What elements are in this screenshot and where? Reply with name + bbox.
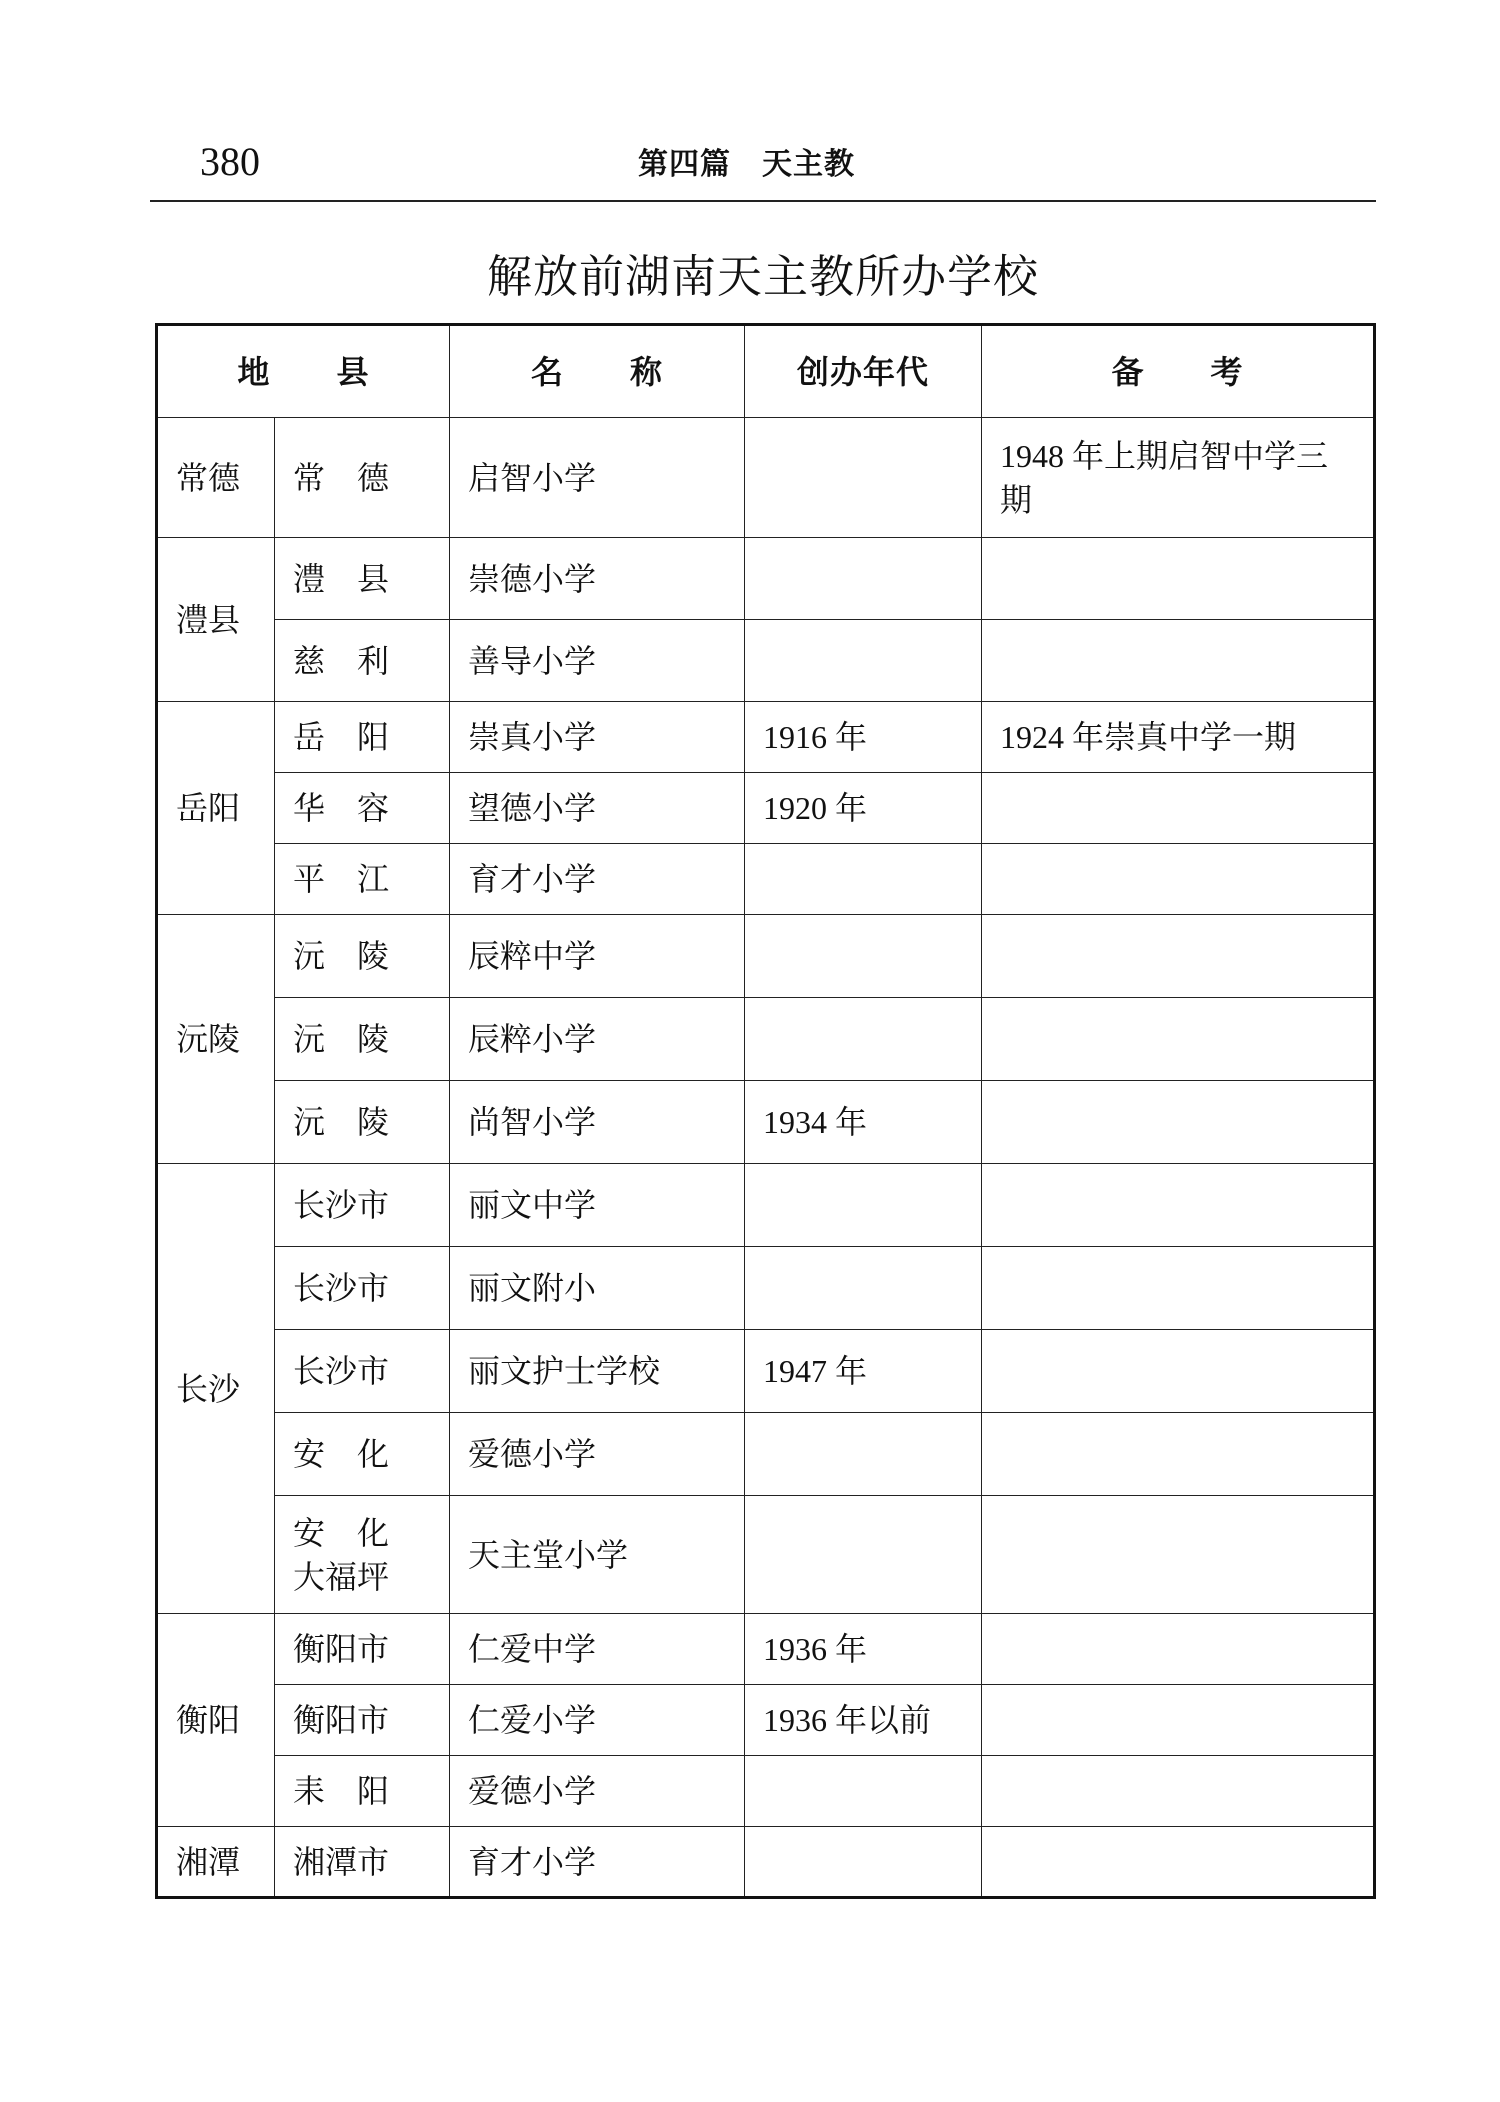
note-cell bbox=[982, 1496, 1375, 1614]
county-line: 安 化 bbox=[293, 1513, 390, 1552]
school-name-cell: 辰粹小学 bbox=[450, 998, 745, 1081]
table-row bbox=[157, 1247, 1375, 1330]
county-cell: 衡阳市 bbox=[275, 1685, 450, 1756]
school-name-cell: 仁爱小学 bbox=[450, 1685, 745, 1756]
school-name-cell: 启智小学 bbox=[450, 418, 745, 538]
county-cell: 长沙市 bbox=[275, 1164, 450, 1247]
table-row bbox=[157, 1413, 1375, 1496]
column-header-note: 备 考 bbox=[982, 325, 1375, 418]
county-cell: 常 德 bbox=[275, 418, 450, 538]
table-row bbox=[157, 1614, 1375, 1685]
running-head: 第四篇 天主教 bbox=[638, 147, 855, 182]
note-cell bbox=[982, 1413, 1375, 1496]
region-cell: 岳阳 bbox=[157, 702, 275, 915]
founded-year-cell: 1936 年以前 bbox=[745, 1685, 982, 1756]
region-cell: 长沙 bbox=[157, 1164, 275, 1614]
county-cell: 长沙市 bbox=[275, 1247, 450, 1330]
school-name-cell: 丽文附小 bbox=[450, 1247, 745, 1330]
page-number: 380 bbox=[200, 139, 260, 184]
county-cell: 湘潭市 bbox=[275, 1827, 450, 1898]
school-name-cell: 天主堂小学 bbox=[450, 1496, 745, 1614]
note-cell bbox=[982, 773, 1375, 844]
table-row bbox=[157, 418, 1375, 538]
founded-year-cell bbox=[745, 1164, 982, 1247]
column-header-year: 创办年代 bbox=[745, 325, 982, 418]
note-cell bbox=[982, 1685, 1375, 1756]
school-name-cell: 丽文中学 bbox=[450, 1164, 745, 1247]
founded-year-cell: 1916 年 bbox=[745, 702, 982, 773]
school-name-cell: 望德小学 bbox=[450, 773, 745, 844]
note-cell bbox=[982, 620, 1375, 702]
note-cell bbox=[982, 1330, 1375, 1413]
note-cell bbox=[982, 1164, 1375, 1247]
note-cell bbox=[982, 844, 1375, 915]
note-cell bbox=[982, 538, 1375, 620]
founded-year-cell bbox=[745, 538, 982, 620]
note-cell bbox=[982, 1827, 1375, 1898]
note-cell bbox=[982, 1081, 1375, 1164]
schools-table bbox=[155, 323, 1376, 1899]
founded-year-cell: 1947 年 bbox=[745, 1330, 982, 1413]
table-row bbox=[157, 620, 1375, 702]
county-cell: 长沙市 bbox=[275, 1330, 450, 1413]
table-row bbox=[157, 844, 1375, 915]
note-cell bbox=[982, 915, 1375, 998]
column-header-name: 名 称 bbox=[450, 325, 745, 418]
table-row bbox=[157, 915, 1375, 998]
county-line: 大福坪 bbox=[293, 1557, 390, 1596]
table-row bbox=[157, 538, 1375, 620]
founded-year-cell: 1920 年 bbox=[745, 773, 982, 844]
county-cell: 平 江 bbox=[275, 844, 450, 915]
column-header-region-county: 地 县 bbox=[157, 325, 450, 418]
school-name-cell: 丽文护士学校 bbox=[450, 1330, 745, 1413]
founded-year-cell bbox=[745, 1413, 982, 1496]
region-cell: 澧县 bbox=[157, 538, 275, 702]
table-title: 解放前湖南天主教所办学校 bbox=[486, 250, 1039, 303]
founded-year-cell bbox=[745, 1247, 982, 1330]
note-cell bbox=[982, 998, 1375, 1081]
table-row bbox=[157, 998, 1375, 1081]
region-cell: 沅陵 bbox=[157, 915, 275, 1164]
founded-year-cell: 1936 年 bbox=[745, 1614, 982, 1685]
region-cell: 湘潭 bbox=[157, 1827, 275, 1898]
founded-year-cell: 1934 年 bbox=[745, 1081, 982, 1164]
county-cell: 澧 县 bbox=[275, 538, 450, 620]
county-cell: 沅 陵 bbox=[275, 915, 450, 998]
school-name-cell: 爱德小学 bbox=[450, 1413, 745, 1496]
school-name-cell: 爱德小学 bbox=[450, 1756, 745, 1827]
founded-year-cell bbox=[745, 620, 982, 702]
county-cell: 安 化 bbox=[275, 1413, 450, 1496]
school-name-cell: 崇德小学 bbox=[450, 538, 745, 620]
county-cell: 耒 阳 bbox=[275, 1756, 450, 1827]
header-rule bbox=[150, 200, 1376, 202]
table-row bbox=[157, 1330, 1375, 1413]
note-cell bbox=[982, 1756, 1375, 1827]
founded-year-cell bbox=[745, 1756, 982, 1827]
table-row bbox=[157, 1756, 1375, 1827]
founded-year-cell bbox=[745, 1827, 982, 1898]
founded-year-cell bbox=[745, 844, 982, 915]
table-row bbox=[157, 1081, 1375, 1164]
school-name-cell: 仁爱中学 bbox=[450, 1614, 745, 1685]
county-cell: 岳 阳 bbox=[275, 702, 450, 773]
note-cell bbox=[982, 1247, 1375, 1330]
county-cell: 衡阳市 bbox=[275, 1614, 450, 1685]
school-name-cell: 尚智小学 bbox=[450, 1081, 745, 1164]
note-cell: 1948 年上期启智中学三期 bbox=[982, 418, 1375, 538]
county-cell: 沅 陵 bbox=[275, 1081, 450, 1164]
school-name-cell: 育才小学 bbox=[450, 844, 745, 915]
county-cell: 沅 陵 bbox=[275, 998, 450, 1081]
table-header-row bbox=[157, 325, 1375, 418]
table-row bbox=[157, 1827, 1375, 1898]
note-cell bbox=[982, 1614, 1375, 1685]
table-row bbox=[157, 773, 1375, 844]
founded-year-cell bbox=[745, 418, 982, 538]
region-cell: 常德 bbox=[157, 418, 275, 538]
table-row bbox=[157, 1496, 1375, 1614]
table-row bbox=[157, 1685, 1375, 1756]
school-name-cell: 善导小学 bbox=[450, 620, 745, 702]
county-cell: 华 容 bbox=[275, 773, 450, 844]
table-row bbox=[157, 702, 1375, 773]
table-row bbox=[157, 1164, 1375, 1247]
note-cell: 1924 年崇真中学一期 bbox=[982, 702, 1375, 773]
county-cell bbox=[275, 1496, 450, 1614]
founded-year-cell bbox=[745, 915, 982, 998]
county-cell: 慈 利 bbox=[275, 620, 450, 702]
founded-year-cell bbox=[745, 1496, 982, 1614]
founded-year-cell bbox=[745, 998, 982, 1081]
school-name-cell: 辰粹中学 bbox=[450, 915, 745, 998]
school-name-cell: 育才小学 bbox=[450, 1827, 745, 1898]
region-cell: 衡阳 bbox=[157, 1614, 275, 1827]
school-name-cell: 崇真小学 bbox=[450, 702, 745, 773]
